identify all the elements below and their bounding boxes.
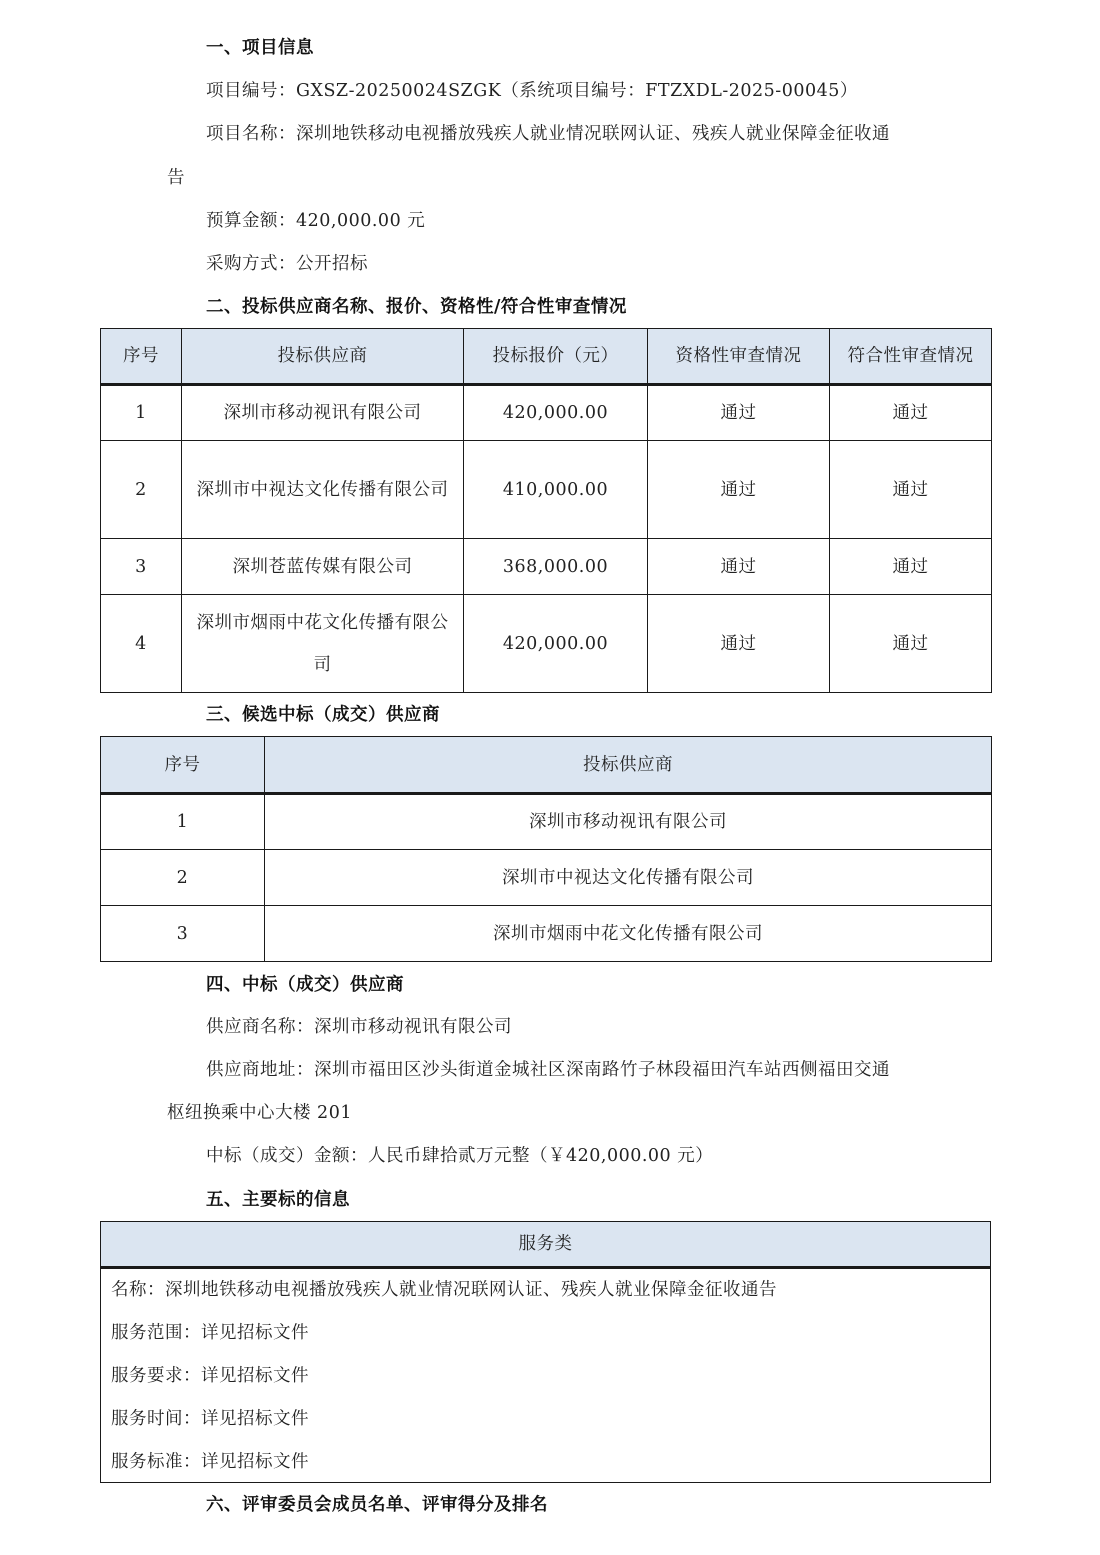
subject-item: 服务标准：详见招标文件 [111, 1452, 309, 1472]
table-row [101, 794, 992, 850]
subject-item: 名称：深圳地铁移动电视播放残疾人就业情况联网认证、残疾人就业保障金征收通告 [111, 1280, 777, 1300]
table-row [101, 906, 992, 962]
table-row [101, 595, 992, 693]
section-6-heading: 六、评审委员会成员名单、评审得分及排名 [206, 1495, 548, 1515]
row-no: 2 [101, 850, 265, 906]
table-row [101, 539, 992, 595]
table-header-row [101, 329, 992, 385]
project-name-line-1: 项目名称：深圳地铁移动电视播放残疾人就业情况联网认证、残疾人就业保障金征收通 [206, 124, 890, 144]
section-2-heading: 二、投标供应商名称、报价、资格性/符合性审查情况 [206, 297, 627, 317]
row-supplier: 深圳市移动视讯有限公司 [182, 385, 464, 441]
row-supplier: 深圳市移动视讯有限公司 [265, 794, 992, 850]
row-qualification: 通过 [648, 539, 830, 595]
winner-address-line-2: 枢纽换乘中心大楼 201 [167, 1103, 352, 1123]
section-5-heading: 五、主要标的信息 [206, 1190, 350, 1210]
row-conformity: 通过 [830, 441, 992, 539]
row-conformity: 通过 [830, 385, 992, 441]
row-no: 1 [101, 794, 265, 850]
row-supplier: 深圳市中视达文化传播有限公司 [265, 850, 992, 906]
row-conformity: 通过 [830, 595, 992, 693]
row-price: 368,000.00 [464, 539, 648, 595]
col-header-no: 序号 [101, 329, 182, 385]
row-qualification: 通过 [648, 441, 830, 539]
winning-amount: 中标（成交）金额：人民币肆拾贰万元整（￥420,000.00 元） [206, 1146, 714, 1166]
subject-info-box [100, 1221, 991, 1483]
row-conformity: 通过 [830, 539, 992, 595]
winner-name: 供应商名称：深圳市移动视讯有限公司 [206, 1017, 512, 1037]
table-header-row [101, 737, 992, 794]
row-supplier: 深圳市烟雨中花文化传播有限公司 [265, 906, 992, 962]
row-no: 3 [101, 906, 265, 962]
col-header-conformity: 符合性审查情况 [830, 329, 992, 385]
row-supplier: 深圳市中视达文化传播有限公司 [182, 441, 464, 539]
row-price: 420,000.00 [464, 385, 648, 441]
subject-item: 服务范围：详见招标文件 [111, 1323, 309, 1343]
row-no: 3 [101, 539, 182, 595]
procurement-method: 采购方式：公开招标 [206, 254, 368, 274]
section-4-heading: 四、中标（成交）供应商 [206, 975, 404, 995]
subject-item: 服务要求：详见招标文件 [111, 1366, 309, 1386]
winner-address-line-1: 供应商地址：深圳市福田区沙头街道金城社区深南路竹子林段福田汽车站西侧福田交通 [206, 1060, 890, 1080]
row-no: 1 [101, 385, 182, 441]
table-row [101, 441, 992, 539]
row-no: 2 [101, 441, 182, 539]
project-number: 项目编号：GXSZ-20250024SZGK（系统项目编号：FTZXDL-2025-00045） [206, 81, 858, 101]
subject-category: 服务类 [101, 1222, 990, 1269]
col-header-supplier: 投标供应商 [265, 737, 992, 794]
row-supplier: 深圳苍蓝传媒有限公司 [182, 539, 464, 595]
bid-review-table [100, 328, 992, 693]
section-1-heading: 一、项目信息 [206, 38, 314, 58]
row-price: 410,000.00 [464, 441, 648, 539]
budget-amount: 预算金额：420,000.00 元 [206, 211, 426, 231]
row-qualification: 通过 [648, 385, 830, 441]
table-row [101, 850, 992, 906]
table-row [101, 385, 992, 441]
row-price: 420,000.00 [464, 595, 648, 693]
row-supplier: 深圳市烟雨中花文化传播有限公司 [182, 595, 464, 693]
col-header-price: 投标报价（元） [464, 329, 648, 385]
col-header-supplier: 投标供应商 [182, 329, 464, 385]
row-qualification: 通过 [648, 595, 830, 693]
subject-item: 服务时间：详见招标文件 [111, 1409, 309, 1429]
col-header-no: 序号 [101, 737, 265, 794]
candidate-table [100, 736, 992, 962]
row-no: 4 [101, 595, 182, 693]
project-name-line-2: 告 [167, 168, 185, 188]
col-header-qualification: 资格性审查情况 [648, 329, 830, 385]
section-3-heading: 三、候选中标（成交）供应商 [206, 705, 440, 725]
